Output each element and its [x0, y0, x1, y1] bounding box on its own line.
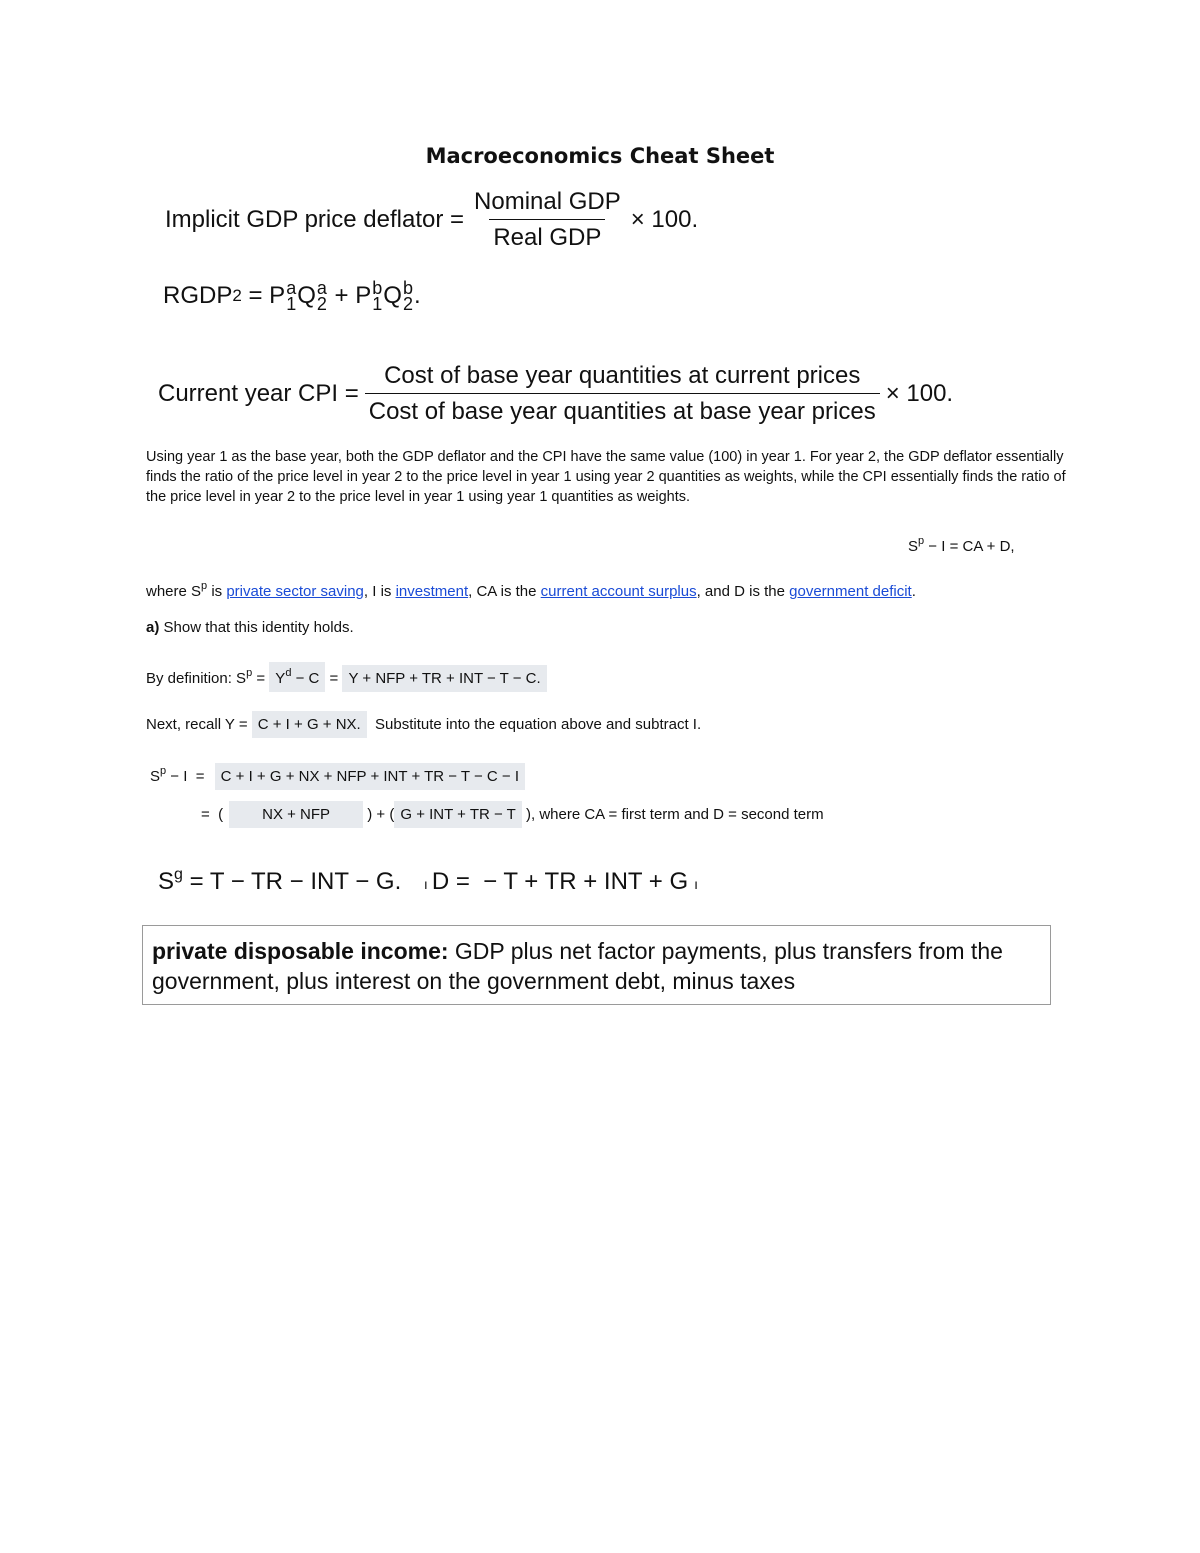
index-2: 2	[402, 294, 413, 314]
disposable-income-box	[269, 662, 325, 692]
decomp-pre: = (	[201, 806, 224, 823]
identity-sup: p	[918, 535, 925, 547]
rgdp-end: .	[413, 282, 421, 309]
decomp-mid: ) + (	[363, 806, 395, 823]
link-government-deficit[interactable]: government deficit	[789, 583, 912, 600]
cpi-fraction	[365, 362, 880, 426]
rgdp-equals: =	[241, 282, 270, 309]
where-t2: , CA is the	[468, 583, 541, 600]
government-saving-line	[158, 866, 698, 896]
bydef-sup: p	[246, 667, 253, 679]
link-private-sector-saving[interactable]: private sector saving	[226, 583, 364, 600]
deflator-lhs: Implicit GDP price deflator =	[165, 206, 465, 233]
bydef-eq: =	[252, 670, 270, 687]
rgdp-p1-indices	[286, 280, 296, 312]
rgdp-subscript: 2	[232, 286, 242, 305]
page-title: Macroeconomics Cheat Sheet	[425, 144, 775, 168]
definition-term: private disposable income:	[152, 938, 449, 964]
recall-pre: Next, recall Y =	[146, 716, 252, 733]
gdp-deflator-formula	[165, 188, 698, 252]
cpi-numerator: Cost of base year quantities at current prices	[384, 362, 861, 389]
deficit-formula: D = − T + TR + INT + G	[431, 868, 689, 895]
expanded-income-box: Y + NFP + TR + INT − T − C.	[342, 665, 546, 692]
rgdp-p2-indices	[372, 280, 382, 312]
cpi-lhs: Current year CPI =	[158, 380, 359, 407]
cpi-formula	[158, 362, 953, 426]
definition-text: GDP plus net factor payments, plus transfers from the government, plus interest on the government debt, minus taxes	[152, 938, 1003, 994]
sg-s: S	[158, 868, 175, 895]
question-a	[146, 619, 354, 636]
sp-minus-i-line	[150, 763, 525, 790]
where-t4: .	[911, 583, 916, 600]
index-a: a	[316, 278, 327, 298]
saving-identity	[908, 535, 1015, 555]
where-line	[146, 580, 916, 600]
spi-sup: p	[160, 765, 167, 777]
where-sup: p	[201, 580, 208, 592]
by-definition-line	[146, 662, 547, 692]
index-b: b	[372, 278, 383, 298]
index-1: 1	[372, 294, 383, 314]
link-current-account-surplus[interactable]: current account surplus	[540, 583, 697, 600]
sg-rest: = T − TR − INT − G.	[182, 868, 402, 895]
gdp-identity-box: C + I + G + NX.	[252, 711, 367, 738]
rgdp-p1: P	[269, 282, 286, 309]
bydef-eq2: =	[325, 670, 343, 687]
substitution-box: C + I + G + NX + NFP + INT + TR − T − C − I	[215, 763, 525, 790]
spi-lhs: − I =	[166, 768, 209, 785]
rgdp-plus: +	[327, 282, 356, 309]
index-2: 2	[316, 294, 327, 314]
next-recall-line	[146, 711, 701, 738]
bydef-pre: By definition: S	[146, 670, 247, 687]
deflator-times: × 100.	[630, 206, 699, 233]
definition-box	[142, 925, 1051, 1005]
deflator-fraction	[470, 188, 625, 252]
rgdp-q2: Q	[383, 282, 402, 309]
cpi-times: × 100.	[885, 380, 954, 407]
rgdp-q2-indices	[403, 280, 413, 312]
sg-sep1: ı	[423, 876, 428, 892]
bydef-y: Y	[275, 670, 286, 687]
identity-s: S	[908, 538, 919, 555]
bydef-d: d	[285, 667, 292, 679]
d-term-box: G + INT + TR − T	[394, 801, 521, 828]
bydef-rest: − C	[291, 670, 320, 687]
index-1: 1	[286, 294, 297, 314]
rgdp-formula	[163, 280, 421, 312]
index-b: b	[402, 278, 413, 298]
where-pre: where S	[146, 583, 202, 600]
explanation-paragraph: Using year 1 as the base year, both the GDP deflator and the CPI have the same value (100) in year 1. For year 2, the GDP deflator essentially finds the ratio of the price level in year 2 to the price level in year 1 using year 2 quantities as weights, while the CPI essentially finds the ratio of the price level in year 2 to the price level in year 1 using year 1 quantities as weights.	[146, 449, 1066, 505]
rgdp-q1-indices	[317, 280, 327, 312]
identity-rest: − I = CA + D,	[924, 538, 1015, 555]
rgdp-q1: Q	[297, 282, 316, 309]
deflator-numerator: Nominal GDP	[474, 188, 621, 215]
spi-s: S	[150, 768, 161, 785]
where-is: is	[207, 583, 227, 600]
sg-sup: g	[174, 866, 183, 883]
deflator-denominator: Real GDP	[489, 219, 605, 252]
ca-term-box: NX + NFP	[229, 801, 363, 828]
recall-post: Substitute into the equation above and subtract I.	[366, 716, 702, 733]
cpi-denominator: Cost of base year quantities at base year prices	[365, 393, 880, 426]
rgdp-base: RGDP	[163, 282, 233, 309]
question-text: Show that this identity holds.	[159, 619, 354, 636]
question-label: a)	[146, 619, 160, 636]
where-t3: , and D is the	[696, 583, 790, 600]
sg-sep2: ı	[694, 876, 699, 892]
rgdp-p2: P	[355, 282, 372, 309]
decomp-post: ), where CA = first term and D = second term	[521, 806, 824, 823]
link-investment[interactable]: investment	[395, 583, 469, 600]
where-t1: , I is	[363, 583, 396, 600]
index-a: a	[286, 278, 297, 298]
decomposition-line	[201, 801, 824, 828]
